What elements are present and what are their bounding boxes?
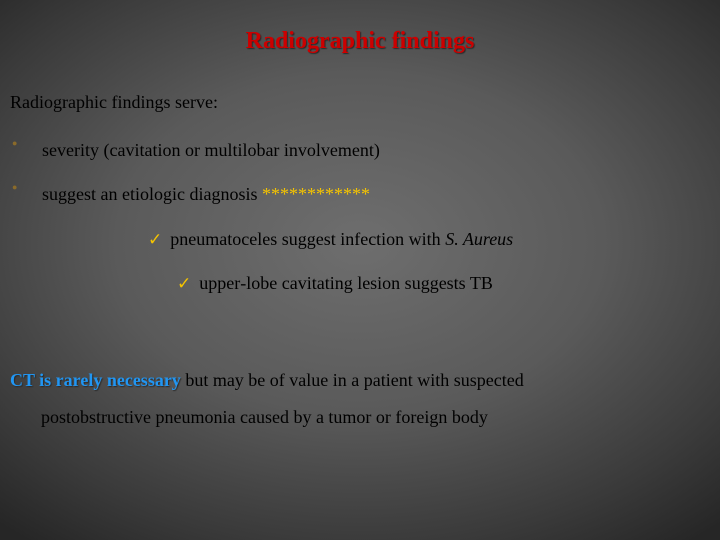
checkmark-icon: ✓ xyxy=(177,274,192,294)
intro-text: Radiographic findings serve: xyxy=(10,92,218,112)
check-text: pneumatoceles suggest infection with xyxy=(170,229,446,249)
ct-paragraph-line2: postobstructive pneumonia caused by a tumor or foreign body xyxy=(41,407,488,427)
ct-rest-text: but may be of value in a patient with suspected xyxy=(180,370,524,390)
check-text-italic: S. Aureus xyxy=(445,229,514,249)
bullet-text: severity (cavitation or multilobar involvement) xyxy=(42,140,380,160)
check-item-pneumatoceles xyxy=(148,229,513,250)
bullet-icon: ● xyxy=(12,138,18,148)
ct-highlight-text: CT is rarely necessary xyxy=(10,370,181,390)
check-text: upper‑lobe cavitating lesion suggests TB xyxy=(199,273,493,293)
checkmark-icon: ✓ xyxy=(148,230,163,250)
bullet-text xyxy=(42,184,370,205)
ct-paragraph-line1 xyxy=(10,370,524,391)
bullet-text-main: suggest an etiologic diagnosis xyxy=(42,184,262,204)
check-item-upper-lobe xyxy=(177,273,493,294)
stars-emphasis: ************ xyxy=(261,184,370,204)
slide-title: Radiographic findings xyxy=(245,28,475,54)
bullet-icon: ● xyxy=(12,182,18,192)
